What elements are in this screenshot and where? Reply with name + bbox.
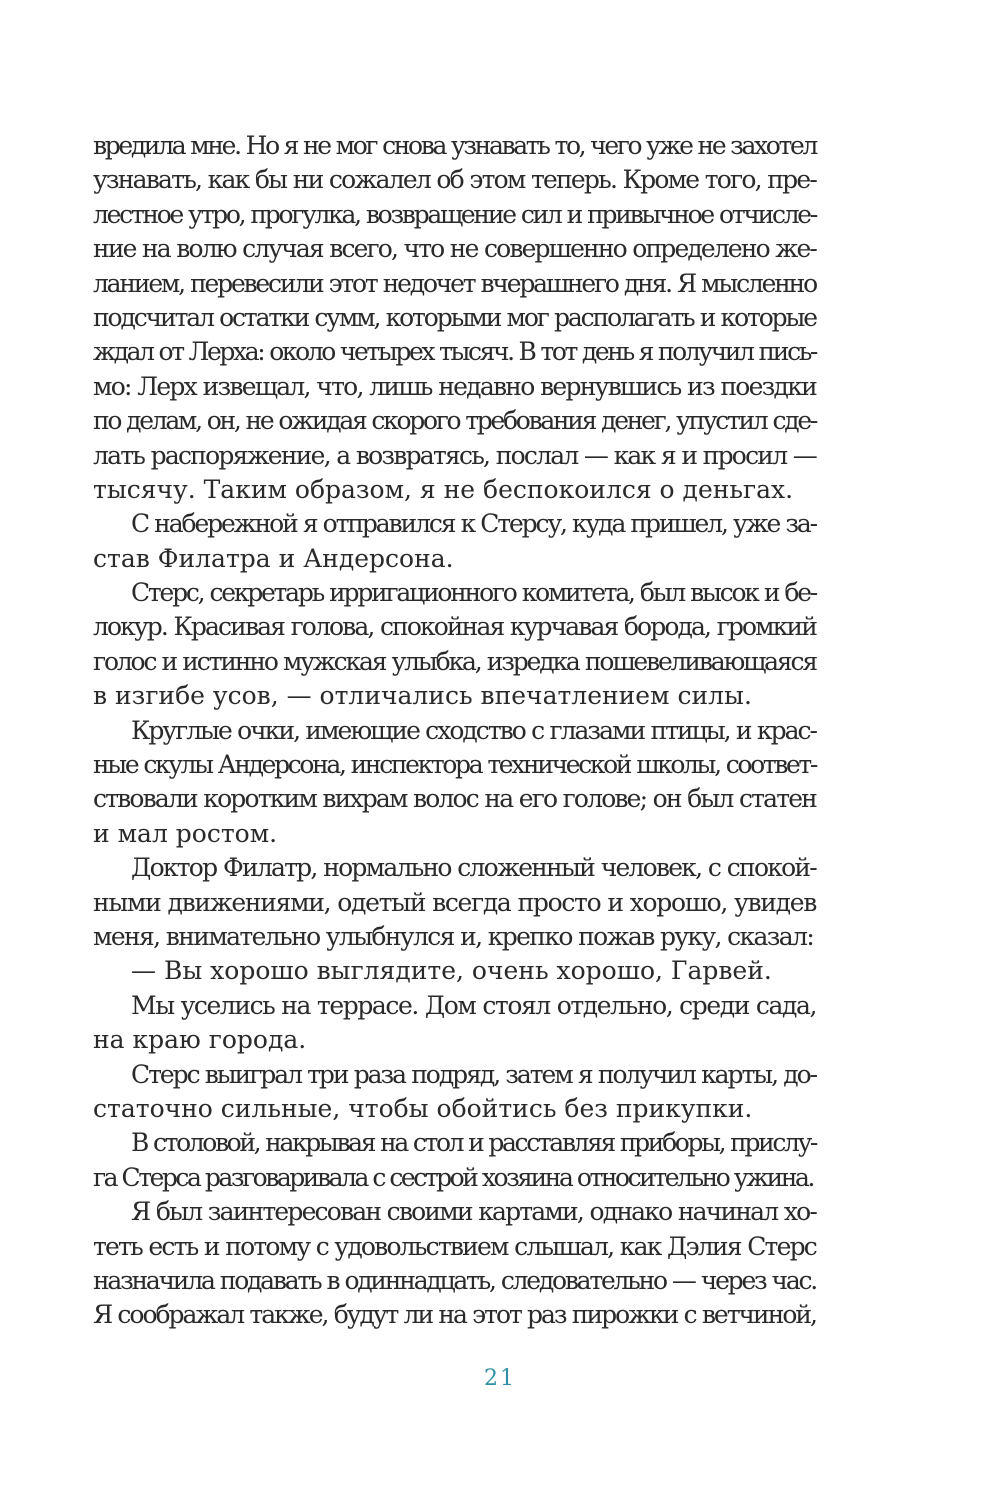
- text-line: меня, внимательно улыбнулся и, крепко пожав руку, сказал:: [93, 921, 814, 951]
- text-line: подсчитал остатки сумм, которыми мог располагать и которые: [93, 302, 816, 332]
- text-line: Стерс выиграл три раза подряд, затем я получил карты, до-: [131, 1059, 816, 1089]
- text-line: ствовали коротким вихрам волос на его голове; он был статен: [93, 784, 816, 814]
- text-line: Я соображал также, будут ли на этот раз пирожки с ветчиной,: [93, 1300, 816, 1330]
- text-line: лать распоряжение, а возвратясь, послал — как я и просил —: [93, 440, 816, 470]
- text-line: — Вы хорошо выглядите, очень хорошо, Гарвей.: [131, 956, 772, 986]
- text-line: локур. Красивая голова, спокойная курчавая борода, громкий: [93, 612, 816, 642]
- text-line: Я был заинтересован своими картами, однако начинал хо-: [131, 1197, 816, 1227]
- text-line: В столовой, накрывая на стол и расставляя приборы, прислу-: [131, 1128, 816, 1158]
- text-line: га Стерса разговаривала с сестрой хозяина относительно ужина.: [93, 1162, 813, 1192]
- text-line: тысячу. Таким образом, я не беспокоился о деньгах.: [93, 474, 794, 504]
- text-line: ные скулы Андерсона, инспектора технической школы, соответ-: [93, 750, 816, 780]
- text-line: на краю города.: [93, 1025, 307, 1055]
- text-line: в изгибе усов, — отличались впечатлением силы.: [93, 681, 752, 711]
- text-line: ными движениями, одетый всегда просто и хорошо, увидев: [93, 887, 816, 917]
- text-line: став Филатра и Андерсона.: [93, 543, 454, 573]
- text-line: С набережной я отправился к Стерсу, куда пришел, уже за-: [131, 509, 816, 539]
- text-line: Круглые очки, имеющие сходство с глазами птицы, и крас-: [131, 715, 816, 745]
- text-line: голос и истинно мужская улыбка, изредка пошевеливающаяся: [93, 646, 816, 676]
- text-line: теть есть и потому с удовольствием слышал, как Дэлия Стерс: [93, 1231, 816, 1261]
- text-line: мо: Лерх извещал, что, лишь недавно вернувшись из поездки: [93, 371, 816, 401]
- text-line: Стерс, секретарь ирригационного комитета, был высок и бе-: [131, 578, 816, 608]
- text-line: вредила мне. Но я не мог снова узнавать то, чего уже не захотел: [93, 131, 816, 160]
- text-line: ланием, перевесили этот недочет вчерашнего дня. Я мысленно: [93, 268, 816, 298]
- text-block: [93, 129, 816, 1333]
- text-line: и мал ростом.: [93, 818, 278, 848]
- text-line: по делам, он, не ожидая скорого требования денег, упустил сде-: [93, 406, 816, 436]
- text-line: назначила подавать в одиннадцать, следовательно — через час.: [93, 1265, 816, 1295]
- text-line: узнавать, как бы ни сожалел об этом теперь. Кроме того, пре-: [93, 165, 816, 195]
- page-number: 21: [484, 1366, 516, 1391]
- text-line: ние на волю случая всего, что не совершенно определено же-: [93, 234, 816, 264]
- text-line: ждал от Лерха: около четырех тысяч. В тот день я получил пись-: [93, 337, 816, 367]
- text-line: Мы уселись на террасе. Дом стоял отдельно, среди сада,: [131, 990, 816, 1020]
- text-line: Доктор Филатр, нормально сложенный человек, с спокой-: [131, 853, 816, 883]
- text-line: лестное утро, прогулка, возвращение сил и привычное отчисле-: [93, 199, 816, 229]
- text-line: статочно сильные, чтобы обойтись без прикупки.: [93, 1093, 753, 1123]
